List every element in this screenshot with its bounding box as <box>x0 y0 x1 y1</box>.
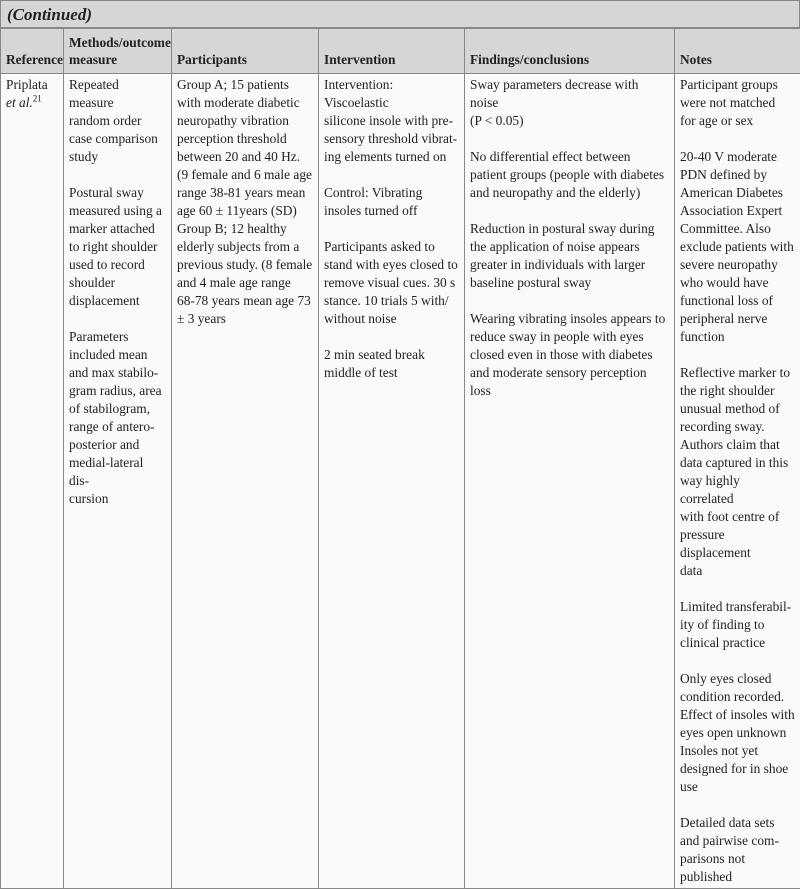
notes-paragraph: Detailed data sets and pairwise com- parisons not published <box>680 814 795 886</box>
header-reference: Reference <box>1 29 64 74</box>
participants-paragraph: Group A; 15 patients with moderate diabetic neuropathy vibration perception threshold between 20 and 40 Hz. (9 female and 6 male age range 38-81 years mean age 60 ± 11years (SD) Group B; 12 healthy elderly subjects from a previous study. (8 female and 4 male age range 68-78 years mean age 73 ± 3 years <box>177 76 313 328</box>
findings-paragraph: Sway parameters decrease with noise (P < 0.05) <box>470 76 669 130</box>
header-methods: Methods/outcome measure <box>64 29 172 74</box>
notes-cell <box>675 74 800 889</box>
findings-paragraph: Wearing vibrating insoles appears to reduce sway in people with eyes closed even in those with diabetes and moderate sensory perception loss <box>470 310 669 400</box>
notes-paragraph: 20-40 V moderate PDN defined by American Diabetes Association Expert Committee. Also exclude patients with severe neuropathy who would have functional loss of peripheral nerve function <box>680 148 795 346</box>
methods-paragraph: Parameters included mean and max stabilo- gram radius, area of stabilogram, range of antero- posterior and medial-lateral dis- cursion <box>69 328 166 508</box>
intervention-paragraph: 2 min seated break middle of test <box>324 346 459 382</box>
methods-paragraph: Postural sway measured using a marker attached to right shoulder used to record shoulder displacement <box>69 184 166 310</box>
reference-etal: et al. <box>6 95 33 110</box>
methods-cell <box>64 74 172 889</box>
methods-paragraph: Repeated measure random order case comparison study <box>69 76 166 166</box>
notes-paragraph: Only eyes closed condition recorded. Effect of insoles with eyes open unknown Insoles not yet designed for in shoe use <box>680 670 795 796</box>
header-intervention: Intervention <box>319 29 465 74</box>
header-notes: Notes <box>675 29 800 74</box>
header-participants: Participants <box>172 29 319 74</box>
findings-paragraph: Reduction in postural sway during the application of noise appears greater in individuals with larger baseline postural sway <box>470 220 669 292</box>
notes-paragraph: Limited transferabil- ity of finding to clinical practice <box>680 598 795 652</box>
intervention-cell <box>319 74 465 889</box>
notes-paragraph: Participant groups were not matched for age or sex <box>680 76 795 130</box>
findings-paragraph: No differential effect between patient groups (people with diabetes and neuropathy and the elderly) <box>470 148 669 202</box>
table-header-row <box>1 29 800 74</box>
intervention-paragraph: Control: Vibrating insoles turned off <box>324 184 459 220</box>
table-row <box>1 74 800 889</box>
participants-cell <box>172 74 319 889</box>
reference-author: Priplata <box>6 77 48 92</box>
reference-citation: 21 <box>33 94 42 104</box>
continued-banner: (Continued) <box>0 0 800 28</box>
findings-cell <box>465 74 675 889</box>
reference-cell <box>1 74 64 889</box>
notes-paragraph: Reflective marker to the right shoulder unusual method of recording sway. Authors claim that data captured in this way highly correlated with foot centre of pressure displacement data <box>680 364 795 580</box>
intervention-paragraph: Intervention: Viscoelastic silicone insole with pre- sensory threshold vibrat- ing elements turned on <box>324 76 459 166</box>
header-findings: Findings/conclusions <box>465 29 675 74</box>
intervention-paragraph: Participants asked to stand with eyes closed to remove visual cues. 30 s stance. 10 trials 5 with/ without noise <box>324 238 459 328</box>
evidence-table <box>0 28 800 889</box>
